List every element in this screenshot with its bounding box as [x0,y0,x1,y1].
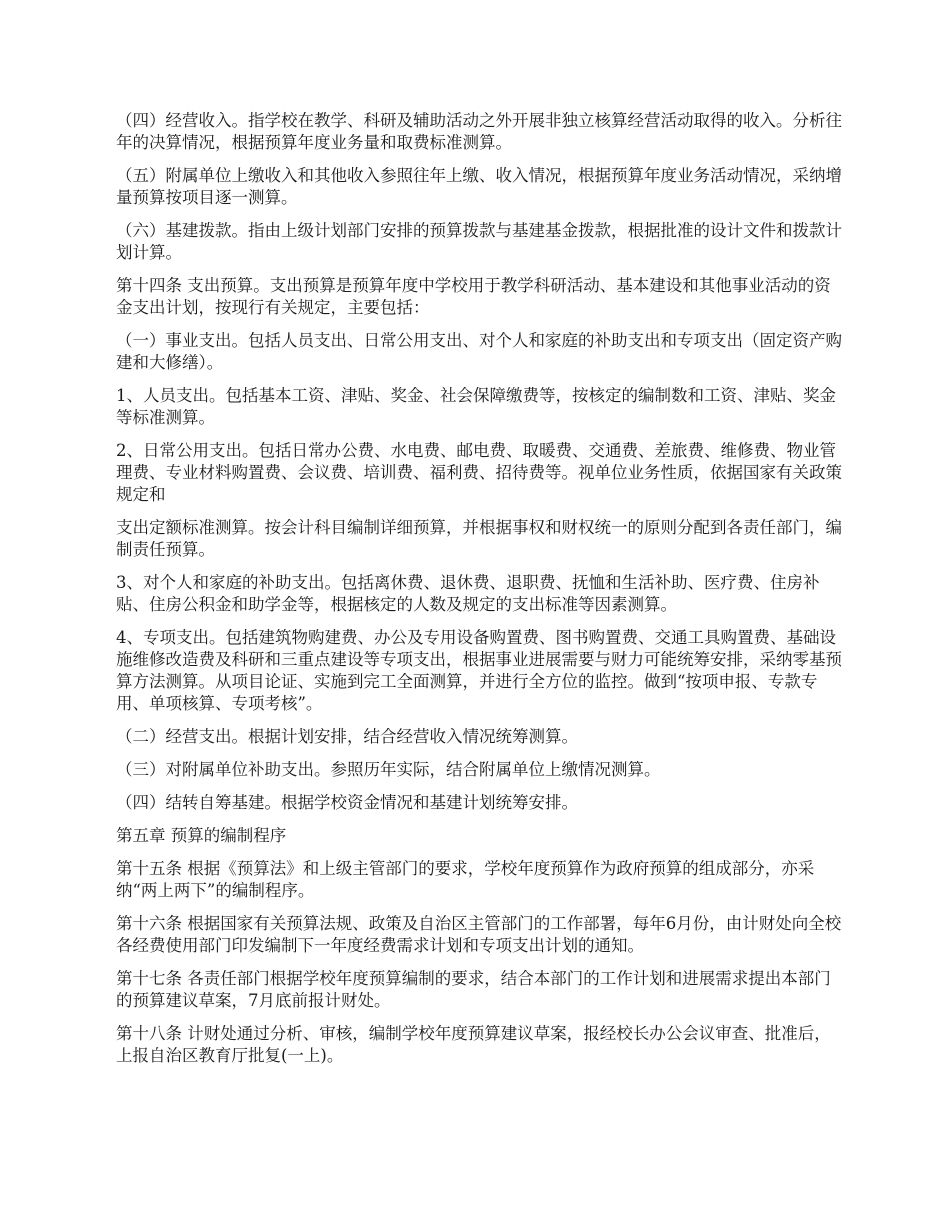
document-body [116,110,842,1078]
paragraph-operating-expenditure: （二）经营支出。根据计划安排，结合经营收入情况统筹测算。 [116,727,578,746]
paragraph-operating-income: （四）经营收入。指学校在教学、科研及辅助活动之外开展非独立核算经营活动取得的收入。分析往年的决算情况，根据预算年度业务量和取费标准测算。 [116,111,842,152]
paragraph-self-funded-construction: （四）结转自筹基建。根据学校资金情况和基建计划统筹安排。 [116,793,578,812]
paragraph-business-expenditure: （一）事业支出。包括人员支出、日常公用支出、对个人和家庭的补助支出和专项支出（固定资产购建和大修缮）。 [116,331,842,372]
paragraph-expenditure-quota: 支出定额标准测算。按会计科目编制详细预算，并根据事权和财权统一的原则分配到各责任部门，编制责任预算。 [116,518,842,559]
chapter-heading-5: 第五章 预算的编制程序 [116,826,287,845]
paragraph-subsidy-expenditure: 3、对个人和家庭的补助支出。包括离休费、退休费、退职费、抚恤和生活补助、医疗费、住房补贴、住房公积金和助学金等，根据核定的人数及规定的支出标准等因素测算。 [116,573,820,614]
paragraph-affiliated-income: （五）附属单位上缴收入和其他收入参照往年上缴、收入情况，根据预算年度业务活动情况，采纳增量预算按项目逐一测算。 [116,166,842,207]
paragraph-article-16: 第十六条 根据国家有关预算法规、政策及自治区主管部门的工作部署，每年6月份，由计财处向全校各经费使用部门印发编制下一年度经费需求计划和专项支出计划的通知。 [116,914,842,955]
paragraph-capital-appropriation: （六）基建拨款。指由上级计划部门安排的预算拨款与基建基金拨款，根据批准的设计文件和拨款计划计算。 [116,221,842,262]
paragraph-special-expenditure: 4、专项支出。包括建筑物购建费、办公及专用设备购置费、图书购置费、交通工具购置费、基础设施维修改造费及科研和三重点建设等专项支出，根据事业进展需要与财力可能统筹安排，采纳零基预算方法测算。从项目论证、实施到完工全面测算，并进行全方位的监控。做到“按项申报、专款专用、单项核算、专项考核”。 [116,628,842,713]
paragraph-affiliated-subsidy: （三）对附属单位补助支出。参照历年实际，结合附属单位上缴情况测算。 [116,760,661,779]
paragraph-article-17: 第十七条 各责任部门根据学校年度预算编制的要求，结合本部门的工作计划和进展需求提出本部门的预算建议草案，7月底前报计财处。 [116,969,831,1010]
paragraph-public-expenditure: 2、日常公用支出。包括日常办公费、水电费、邮电费、取暖费、交通费、差旅费、维修费、物业管理费、专业材料购置费、会议费、培训费、福利费、招待费等。视单位业务性质，依据国家有关政策规定和 [116,441,842,504]
paragraph-article-18: 第十八条 计财处通过分析、审核，编制学校年度预算建议草案，报经校长办公会议审查、批准后，上报自治区教育厅批复(一上)。 [116,1024,831,1065]
paragraph-article-15: 第十五条 根据《预算法》和上级主管部门的要求，学校年度预算作为政府预算的组成部分，亦采纳“两上两下”的编制程序。 [116,859,815,900]
paragraph-article-14: 第十四条 支出预算。支出预算是预算年度中学校用于教学科研活动、基本建设和其他事业活动的资金支出计划，按现行有关规定，主要包括： [116,276,831,317]
paragraph-personnel-expenditure: 1、人员支出。包括基本工资、津贴、奖金、社会保障缴费等，按核定的编制数和工资、津贴、奖金等标准测算。 [116,386,836,427]
